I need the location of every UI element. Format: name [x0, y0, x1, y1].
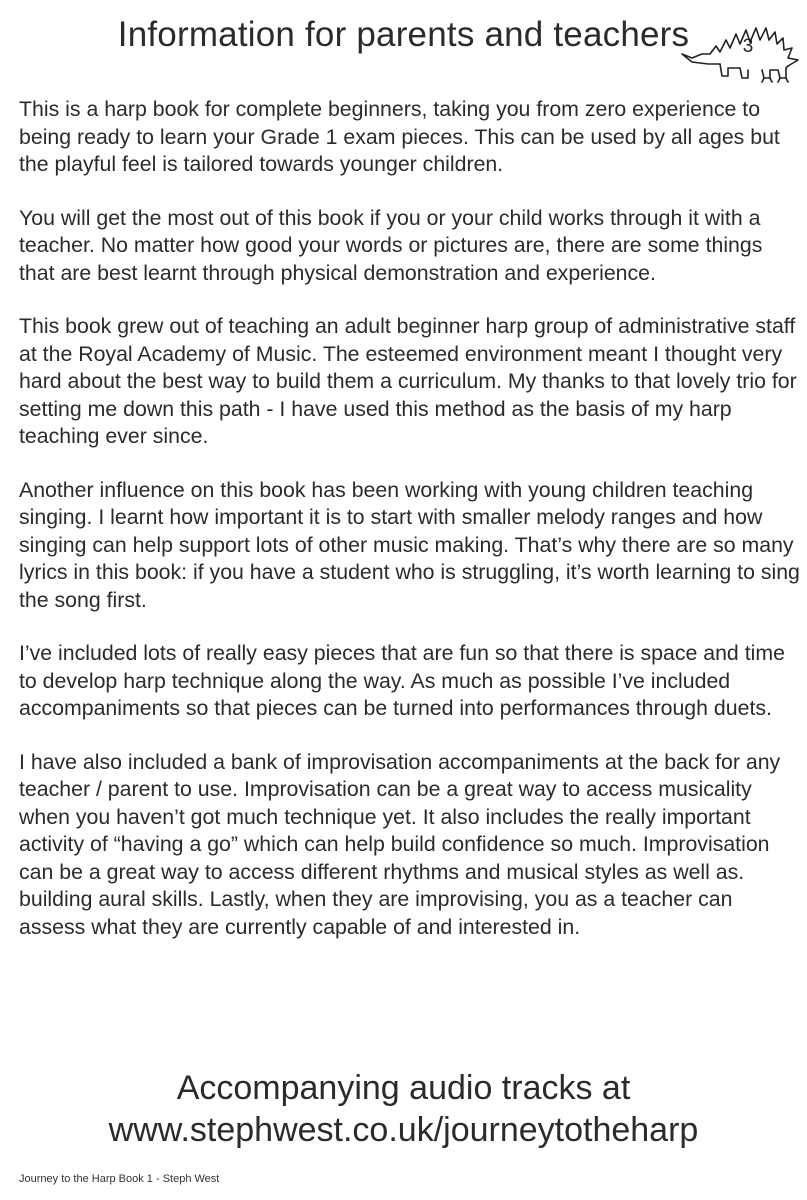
audio-tracks-url[interactable]: www.stephwest.co.uk/journeytotheharp: [108, 1111, 699, 1149]
body-text: [19, 96, 801, 967]
audio-tracks-heading: Accompanying audio tracks at: [176, 1069, 631, 1107]
audio-tracks-notice: [0, 1067, 807, 1151]
paragraph-origin: This book grew out of teaching an adult beginner harp group of administrative staff at the Royal Academy of Music. The esteemed environment meant I thought very hard about the best way to build them a curriculum. My thanks to that lovely trio for setting me down this path - I have used this method as the basis of my harp teaching ever since.: [19, 314, 797, 448]
paragraph-pieces: I’ve included lots of really easy pieces that are fun so that there is space and time to develop harp technique along the way. As much as possible I’ve included accompaniments so that pieces can be turned into performances through duets.: [19, 641, 785, 720]
paragraph-teacher: You will get the most out of this book if you or your child works through it with a teacher. No matter how good your words or pictures are, there are some things that are best learnt through physical demonstration and experience.: [19, 205, 763, 285]
page-footer: Journey to the Harp Book 1 - Steph West: [19, 1173, 220, 1185]
paragraph-singing: Another influence on this book has been working with young children teaching singing. I learnt how important it is to start with smaller melody ranges and how singing can help support lots of other music making. That’s why there are so many lyrics in this book: if you have a student who is struggling, it’s worth learning to sing the song first.: [19, 477, 800, 612]
paragraph-improvisation: I have also included a bank of improvisation accompaniments at the back for any teacher / parent to use. Improvisation can be a great way to access musicality when you haven’t got much technique yet. It also includes the really important activity of “having a go” which can help build confidence so much. Improvisation can be a great way to access different rhythms and musical styles as well as. building aural skills. Lastly, when they are improvising, you as a teacher can assess what they are currently capable of and interested in.: [19, 749, 781, 939]
paragraph-intro: This is a harp book for complete beginners, taking you from zero experience to being ready to learn your Grade 1 exam pieces. This can be used by all ages but the playful feel is tailored towards younger children.: [19, 97, 780, 176]
page-title: Information for parents and teachers: [117, 15, 690, 54]
page-number: 3: [742, 36, 754, 57]
